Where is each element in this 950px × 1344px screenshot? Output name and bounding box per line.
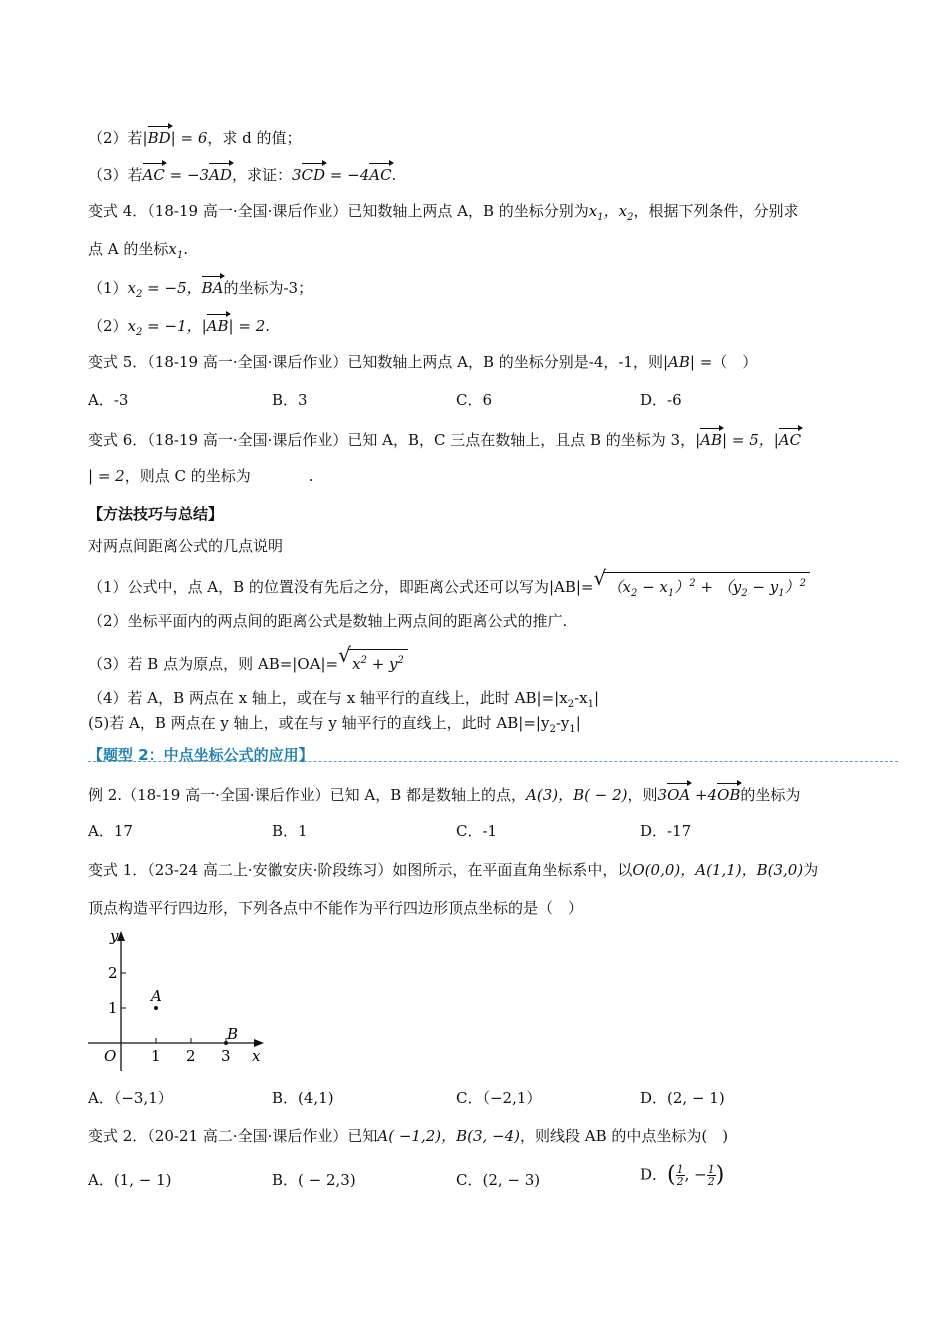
y-axis-label: y <box>110 927 119 945</box>
x-tick-2: 2 <box>186 1047 196 1065</box>
variant-1-line2: 顶点构造平行四边形，下列各点中不能作为平行四边形顶点坐标的是（ ） <box>88 899 584 917</box>
v5-option-b: B．3 <box>272 391 308 409</box>
x-axis-arrow <box>254 1039 264 1047</box>
section-divider <box>88 761 898 762</box>
method-point-2: （2）坐标平面内的两点间的距离公式是数轴上两点间的距离公式的推广. <box>88 612 568 630</box>
question-3: （3）若AC = −3AD，求证：3CD = −4AC. <box>88 163 396 185</box>
method-point-4: （4）若 A，B 两点在 x 轴上，或在与 x 轴平行的直线上，此时 $AB|=|x_2-x_1|$ <box>88 689 600 710</box>
variant-6-line2: | = 2，则点 C 的坐标为 . <box>88 467 314 485</box>
v1-option-d: D．(2, − 1) <box>640 1089 725 1107</box>
variant-1-line1: 变式 1．（23-24 高二上·安徽安庆·阶段练习）如图所示，在平面直角坐标系中，以O(0,0)，A(1,1)，B(3,0)为 <box>88 861 819 879</box>
example-2-line1: 例 2.（18-19 高一·全国·课后作业）已知 A，B 都是数轴上的点，A(3)，B( − 2)，则3OA +4OB的坐标为 <box>88 783 800 805</box>
sqrt-formula: √ $(x_2 - x_1)^2 + (y_2 - y_1)^2$ <box>593 572 810 604</box>
question-2: （2）若|BD| = 6，求 d 的值； <box>88 126 302 148</box>
method-point-1: （1）公式中，点 A，B 的位置没有先后之分，即距离公式还可以写为|AB|= √ $(x_2 - x_1)^2 + (y_2 - y_1)^2$ <box>88 572 810 604</box>
y-tick-2: 2 <box>108 964 118 982</box>
v5-option-d: D．-6 <box>640 391 682 409</box>
v2-option-c: C．(2, − 3) <box>456 1171 541 1189</box>
method-heading: 【方法技巧与总结】 <box>88 505 224 523</box>
method-point-3: （3）若 B 点为原点，则 AB=|OA|= √ $x^2 + y^2$ <box>88 649 408 674</box>
ex2-option-c: C．-1 <box>456 822 498 840</box>
method-point-5: (5)若 A，B 两点在 y 轴上，或在与 y 轴平行的直线上，此时 $AB|=|y_2-y_1|$ <box>88 714 581 735</box>
x-axis-label: x <box>252 1047 261 1065</box>
v5-option-c: C．6 <box>456 391 493 409</box>
y-tick-1: 1 <box>108 999 118 1017</box>
x-tick-1: 1 <box>151 1047 161 1065</box>
variant-2-line1: 变式 2．（20-21 高二·全国·课后作业）已知A( −1,2)，B(3, −4)，则线段 AB 的中点坐标为( ) <box>88 1127 729 1145</box>
v1-option-b: B．(4,1) <box>272 1089 334 1107</box>
ex2-option-b: B．1 <box>272 822 308 840</box>
v1-option-a: A．（−3,1） <box>88 1089 173 1107</box>
method-intro: 对两点间距离公式的几点说明 <box>88 537 284 555</box>
origin-label: O <box>104 1047 117 1065</box>
variant-4-item1: $(1)x_2 = -5$，BA的坐标为-3； <box>88 276 313 305</box>
v2-option-d: D．( $\frac{1}{2}$ , − $\frac{1}{2}$ ) <box>640 1162 725 1188</box>
variant-4-line1: 变式 4．（18-19 高一·全国·课后作业）已知数轴上两点 A，B 的坐标分别为$x_1$，$x_2$，根据下列条件，分别求 <box>88 202 799 223</box>
ex2-option-d: D．-17 <box>640 822 692 840</box>
v2-option-b: B．( − 2,3) <box>272 1171 356 1189</box>
point-b-label: B <box>227 1025 239 1043</box>
variant-4-line2: 点 A 的坐标$x_1$. <box>88 240 188 261</box>
variant-4-item2: $(2)x_2 = -1$，|AB| = 2. <box>88 314 270 343</box>
variant-5-line1: 变式 5．（18-19 高一·全国·课后作业）已知数轴上两点 A，B 的坐标分别是-4，-1，则|AB| =（ ） <box>88 353 758 371</box>
variant-6-line1: 变式 6．（18-19 高一·全国·课后作业）已知 A，B，C 三点在数轴上，且点 B 的坐标为 3，|AB| = 5，|AC <box>88 428 801 450</box>
x-tick-3: 3 <box>221 1047 231 1065</box>
v2-option-a: A．(1, − 1) <box>88 1171 172 1189</box>
v1-option-c: C．（−2,1） <box>456 1089 542 1107</box>
section-2-title: 【题型 2：中点坐标公式的应用】 <box>88 746 314 764</box>
point-a <box>154 1006 158 1010</box>
coordinate-figure <box>84 925 274 1075</box>
ex2-option-a: A．17 <box>88 822 133 840</box>
v5-option-a: A．-3 <box>88 391 129 409</box>
point-a-label: A <box>151 987 162 1005</box>
